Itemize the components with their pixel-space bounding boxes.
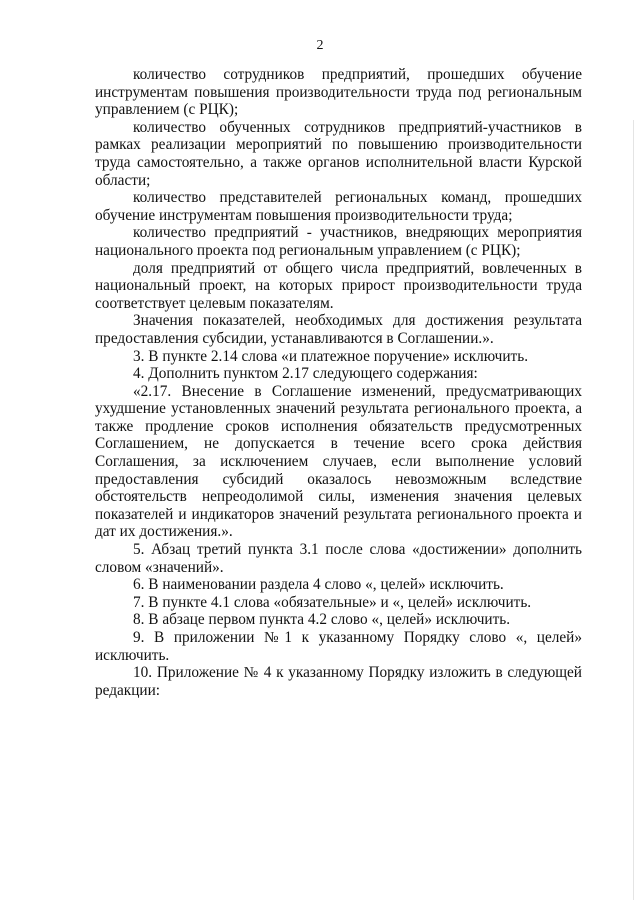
paragraph-item-3: 3. В пункте 2.14 слова «и платежное поручение» исключить. [133,347,529,365]
paragraph-item-7: 7. В пункте 4.1 слова «обязательные» и «, целей» исключить. [133,593,532,611]
paragraph-item-8: 8. В абзаце первом пункта 4.2 слово «, целей» исключить. [133,611,511,629]
page-number: 2 [316,38,324,53]
paragraph-item-5: 5. Абзац третий пункта 3.1 после слова «достижении» дополнить словом «значений». [95,541,582,576]
paragraph-share-enterprises: доля предприятий от общего числа предприятий, вовлеченных в национальный проект, на которых прирост производительности труда соответствует целевым показателям. [95,259,582,312]
paragraph-clause-2-17: «2.17. Внесение в Соглашение изменений, предусматривающих ухудшение установленных значений результата регионального проекта, а также продление сроков исполнения обязательств предусмотренных Соглашением, не допускается в течение всего срока действия Соглашения, за исключением случаев, если выполнение условий предоставления субсидий оказалось невозможным вследствие обстоятельств непреодолимой силы, изменения значения целевых показателей и индикаторов значений результата регионального проекта и дат их достижения.». [95,382,582,541]
paragraph-regional-teams: количество представителей региональных команд, прошедших обучение инструментам повышения производительности труда; [95,189,582,224]
paragraph-item-6: 6. В наименовании раздела 4 слово «, целей» исключить. [133,576,504,594]
paragraph-trained-participants: количество обученных сотрудников предприятий-участников в рамках реализации мероприятий по повышению производительности труда самостоятельно, а также органов исполнительной власти Курской области; [95,118,582,189]
document-body [95,66,582,699]
paragraph-indicator-values: Значения показателей, необходимых для достижения результата предоставления субсидии, устанавливаются в Соглашении.». [95,312,582,347]
paragraph-item-10: 10. Приложение № 4 к указанному Порядку изложить в следующей редакции: [95,664,582,699]
paragraph-employees-trained: количество сотрудников предприятий, прошедших обучение инструментам повышения производительности труда под региональным управлением (с РЦК); [95,66,582,119]
scan-edge-line [633,120,634,900]
paragraph-item-4: 4. Дополнить пунктом 2.17 следующего содержания: [133,365,478,383]
paragraph-item-9: 9. В приложении №1 к указанному Порядку слово «, целей» исключить. [95,629,582,664]
paragraph-enterprises-implementing: количество предприятий - участников, внедряющих мероприятия национального проекта под региональным управлением (с РЦК); [95,224,582,259]
